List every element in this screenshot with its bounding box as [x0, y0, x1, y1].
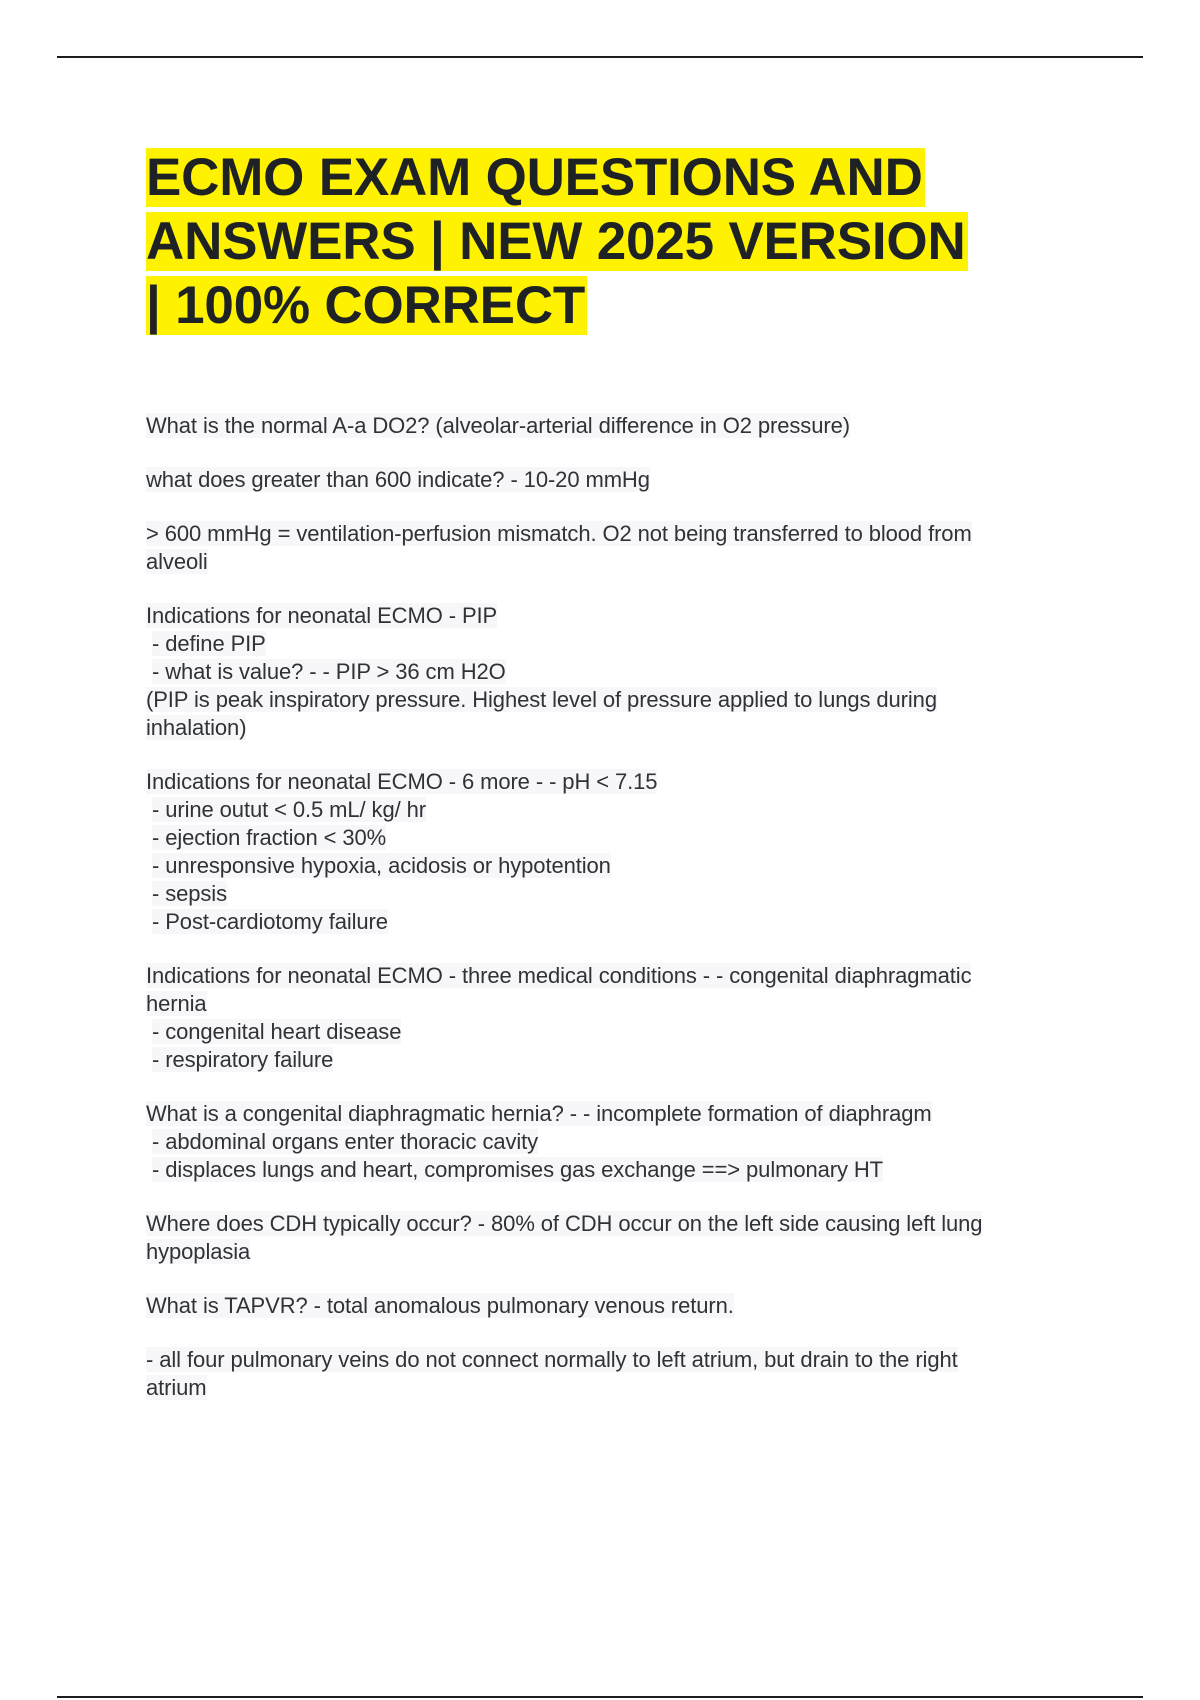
text-line: what does greater than 600 indicate? - 10-20 mmHg	[146, 467, 650, 492]
qa-paragraph	[146, 768, 1096, 936]
text-line: Indications for neonatal ECMO - three medical conditions - - congenital diaphragmatic	[146, 963, 972, 988]
text-line: hernia	[146, 991, 207, 1016]
title-line: ECMO EXAM QUESTIONS AND	[146, 148, 923, 207]
text-line: - abdominal organs enter thoracic cavity	[152, 1129, 539, 1154]
text-line: Indications for neonatal ECMO - 6 more - - pH < 7.15	[146, 769, 658, 794]
text-line: What is TAPVR? - total anomalous pulmonary venous return.	[146, 1293, 734, 1318]
qa-paragraph	[146, 1100, 1096, 1184]
text-line: - what is value? - - PIP > 36 cm H2O	[152, 659, 506, 684]
text-line: - Post-cardiotomy failure	[152, 909, 388, 934]
title-line: ANSWERS | NEW 2025 VERSION	[146, 212, 966, 271]
bottom-rule	[57, 1696, 1143, 1698]
top-rule	[57, 56, 1143, 58]
text-line: Indications for neonatal ECMO - PIP	[146, 603, 498, 628]
text-line: - sepsis	[152, 881, 227, 906]
text-line: - congenital heart disease	[152, 1019, 402, 1044]
text-line: - all four pulmonary veins do not connect normally to left atrium, but drain to the right	[146, 1347, 958, 1372]
text-line: - respiratory failure	[152, 1047, 334, 1072]
text-line: - ejection fraction < 30%	[152, 825, 387, 850]
text-line: - unresponsive hypoxia, acidosis or hypotention	[152, 853, 611, 878]
qa-paragraph	[146, 520, 1096, 576]
qa-paragraph	[146, 412, 1096, 440]
qa-paragraph	[146, 1346, 1096, 1402]
text-line: hypoplasia	[146, 1239, 251, 1264]
document-body	[146, 412, 1096, 1402]
qa-paragraph	[146, 962, 1096, 1074]
text-line: alveoli	[146, 549, 208, 574]
text-line: Where does CDH typically occur? - 80% of CDH occur on the left side causing left lung	[146, 1211, 983, 1236]
text-line: inhalation)	[146, 715, 247, 740]
qa-paragraph	[146, 466, 1096, 494]
text-line: > 600 mmHg = ventilation-perfusion mismatch. O2 not being transferred to blood from	[146, 521, 972, 546]
text-line: - urine outut < 0.5 mL/ kg/ hr	[152, 797, 426, 822]
text-line: What is a congenital diaphragmatic hernia? - - incomplete formation of diaphragm	[146, 1101, 932, 1126]
text-line: - define PIP	[152, 631, 266, 656]
text-line: atrium	[146, 1375, 207, 1400]
qa-paragraph	[146, 1210, 1096, 1266]
title-line: | 100% CORRECT	[146, 276, 586, 335]
text-line: - displaces lungs and heart, compromises gas exchange ==> pulmonary HT	[152, 1157, 883, 1182]
text-line: What is the normal A-a DO2? (alveolar-arterial difference in O2 pressure)	[146, 413, 850, 438]
qa-paragraph	[146, 602, 1096, 742]
document-title	[146, 146, 1096, 338]
text-line: (PIP is peak inspiratory pressure. Highest level of pressure applied to lungs during	[146, 687, 937, 712]
qa-paragraph	[146, 1292, 1096, 1320]
document-content	[146, 146, 1096, 1428]
